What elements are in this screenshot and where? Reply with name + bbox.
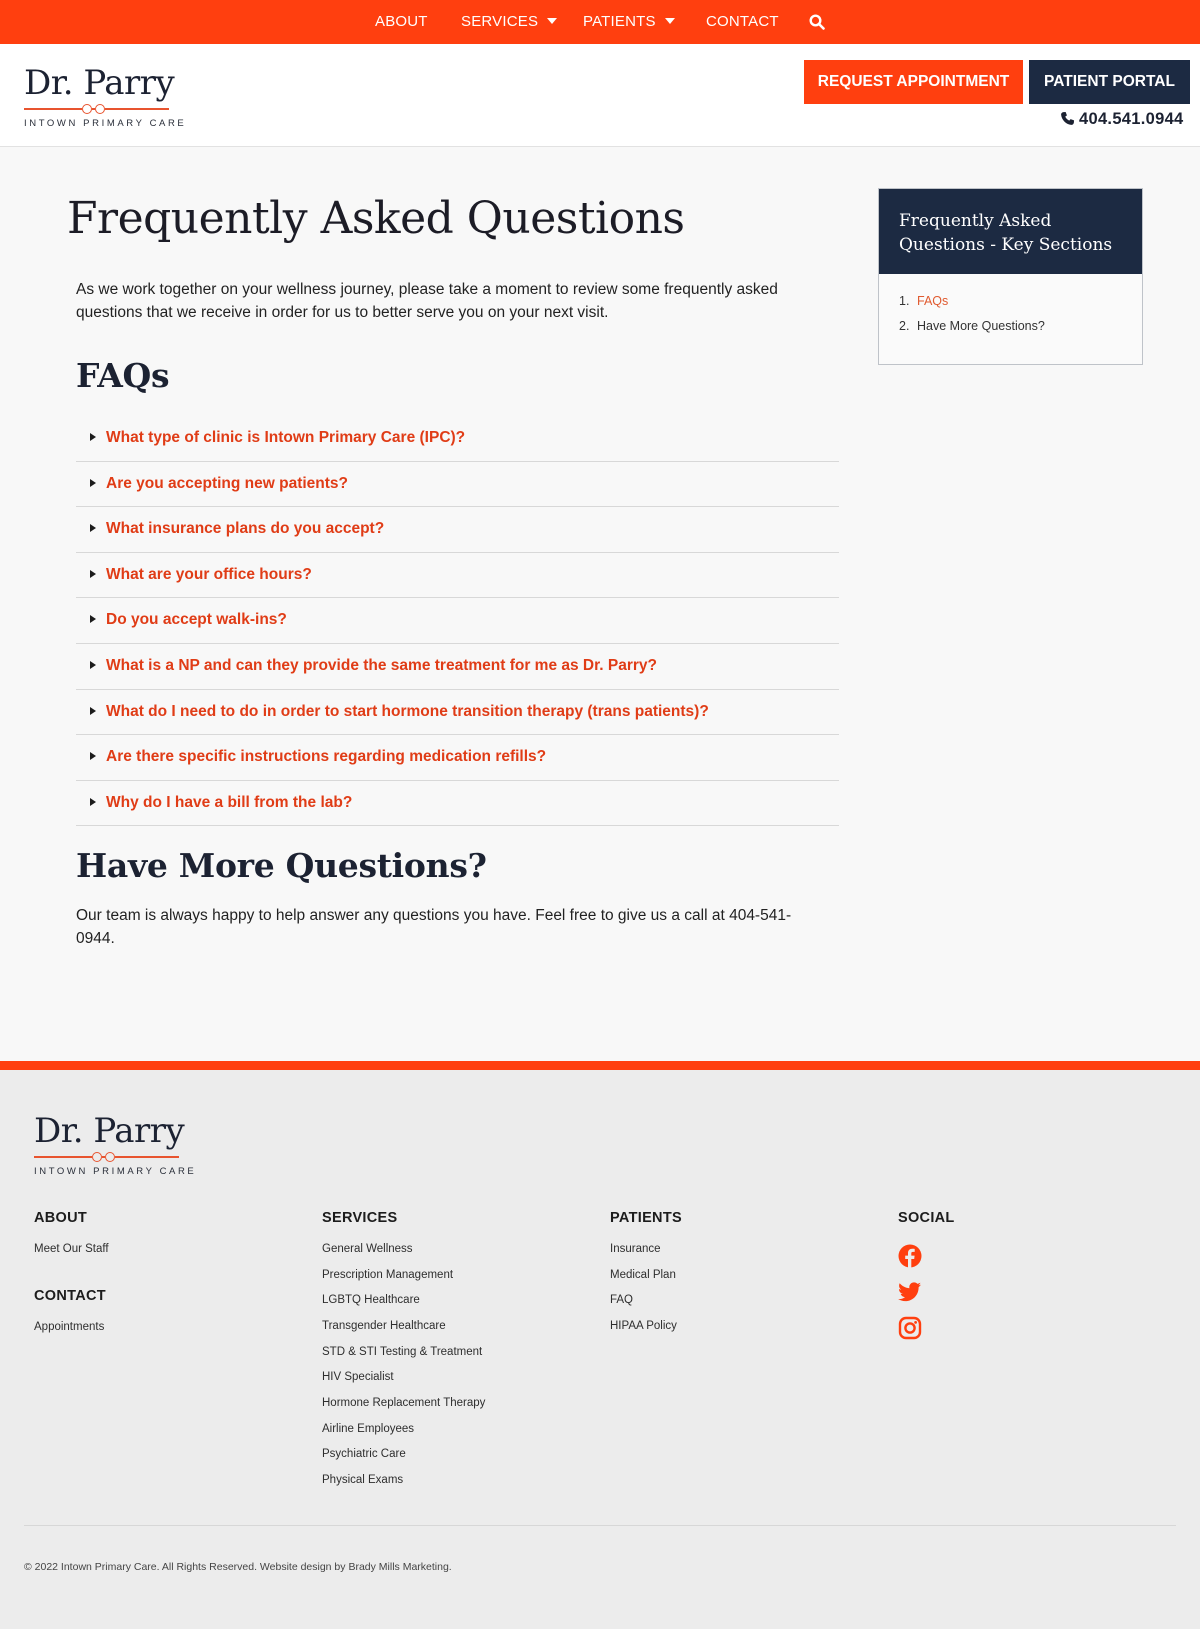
toc-item-number: 2. — [899, 319, 910, 333]
instagram-icon[interactable] — [898, 1316, 922, 1340]
caret-right-icon — [90, 752, 96, 760]
toc-item-faqs — [899, 294, 1142, 319]
chevron-down-icon — [665, 18, 675, 24]
faq-question: What is a NP and can they provide the same treatment for me as Dr. Parry? — [106, 656, 658, 674]
facebook-icon[interactable] — [898, 1244, 922, 1268]
footer-services-title: SERVICES — [322, 1210, 398, 1226]
more-questions-text: Our team is always happy to help answer any questions you have. Feel free to give us a call at 404-541-0944. — [76, 907, 792, 947]
logo-name: Dr. Parry — [24, 63, 175, 103]
caret-right-icon — [90, 479, 96, 487]
site-header — [0, 44, 1200, 147]
faq-question: Are you accepting new patients? — [106, 474, 349, 492]
caret-right-icon — [90, 524, 96, 532]
footer-link-meet-our-staff[interactable]: Meet Our Staff — [34, 1243, 109, 1255]
patient-portal-button[interactable]: PATIENT PORTAL — [1029, 60, 1190, 104]
footer-link-faq[interactable]: FAQ — [610, 1294, 634, 1306]
chevron-down-icon — [547, 18, 557, 24]
footer-link-service[interactable]: Prescription Management — [322, 1269, 454, 1281]
faq-item[interactable] — [76, 644, 839, 690]
faq-question: Do you accept walk-ins? — [106, 611, 287, 629]
nav-contact-label: CONTACT — [706, 13, 779, 30]
faq-question: Are there specific instructions regarding medication refills? — [106, 748, 547, 766]
request-appointment-button[interactable]: REQUEST APPOINTMENT — [804, 60, 1023, 104]
faq-question: What do I need to do in order to start hormone transition therapy (trans patients)? — [106, 702, 709, 720]
faq-item[interactable] — [76, 462, 839, 508]
phone-number: 404.541.0944 — [1079, 110, 1184, 128]
caret-right-icon — [90, 433, 96, 441]
logo-tagline: INTOWN PRIMARY CARE — [24, 118, 187, 129]
footer-patients-title: PATIENTS — [610, 1210, 682, 1226]
footer-link-service[interactable]: Airline Employees — [322, 1423, 415, 1435]
logo-glasses-icon — [34, 1152, 179, 1162]
nav-about-label: ABOUT — [375, 13, 428, 30]
footer-link-service[interactable]: Psychiatric Care — [322, 1448, 406, 1460]
faq-item[interactable] — [76, 598, 839, 644]
toc-title: Frequently Asked Questions - Key Sections — [879, 189, 1142, 274]
caret-right-icon — [90, 570, 96, 578]
footer-link-appointments[interactable]: Appointments — [34, 1321, 105, 1333]
nav-services-label: SERVICES — [461, 13, 539, 30]
footer-link-medical-plan[interactable]: Medical Plan — [610, 1269, 676, 1281]
faq-item[interactable] — [76, 507, 839, 553]
caret-right-icon — [90, 615, 96, 623]
faq-question: What are your office hours? — [106, 565, 312, 583]
faq-item[interactable] — [76, 553, 839, 599]
footer-accent-stripe — [0, 1061, 1200, 1070]
search-icon[interactable] — [809, 14, 825, 30]
logo-glasses-icon — [24, 104, 169, 114]
caret-right-icon — [90, 798, 96, 806]
toc-box — [878, 188, 1143, 365]
faq-item[interactable] — [76, 690, 839, 736]
footer-link-insurance[interactable]: Insurance — [610, 1243, 661, 1255]
top-nav — [0, 0, 1200, 44]
footer-link-hipaa-policy[interactable]: HIPAA Policy — [610, 1320, 677, 1332]
phone-link[interactable] — [1060, 110, 1184, 129]
footer-about-title: ABOUT — [34, 1210, 88, 1226]
toc-link-faqs[interactable]: FAQs — [917, 294, 949, 308]
toc-item-number: 1. — [899, 294, 910, 308]
faq-question: What type of clinic is Intown Primary Care (IPC)? — [106, 429, 466, 446]
footer-social-title: SOCIAL — [898, 1210, 955, 1226]
faq-accordion — [76, 416, 839, 826]
more-questions-heading: Have More Questions? — [76, 846, 487, 885]
faq-question: Why do I have a bill from the lab? — [106, 793, 353, 811]
footer-divider — [24, 1525, 1176, 1526]
footer-link-service[interactable]: HIV Specialist — [322, 1371, 394, 1383]
nav-about[interactable] — [375, 0, 428, 44]
copyright-text: © 2022 Intown Primary Care. All Rights Reserved. Website design by Brady Mills Marketing. — [24, 1561, 452, 1573]
footer-link-service[interactable]: Transgender Healthcare — [322, 1320, 446, 1332]
footer-logo[interactable] — [34, 1111, 197, 1177]
faq-item[interactable] — [76, 781, 839, 827]
faq-item[interactable] — [76, 735, 839, 781]
phone-icon — [1060, 111, 1075, 126]
caret-right-icon — [90, 707, 96, 715]
nav-services[interactable] — [461, 0, 557, 44]
faqs-heading: FAQs — [76, 356, 170, 395]
logo-name: Dr. Parry — [34, 1111, 185, 1151]
nav-patients[interactable] — [583, 0, 675, 44]
footer-link-service[interactable]: Physical Exams — [322, 1474, 404, 1486]
toc-list — [879, 274, 1142, 344]
footer-contact-title: CONTACT — [34, 1288, 106, 1304]
faq-question: What insurance plans do you accept? — [106, 520, 385, 538]
footer-link-service[interactable]: Hormone Replacement Therapy — [322, 1397, 486, 1409]
intro-text: As we work together on your wellness journey, please take a moment to review some frequently asked questions that we receive in order for us to better serve you on your next visit. — [76, 281, 778, 321]
toc-item-more-questions — [899, 319, 1142, 344]
nav-patients-label: PATIENTS — [583, 13, 656, 30]
site-logo[interactable] — [24, 63, 187, 129]
logo-tagline: INTOWN PRIMARY CARE — [34, 1166, 197, 1177]
page-title: Frequently Asked Questions — [67, 193, 685, 244]
faq-item[interactable] — [76, 416, 839, 462]
footer-link-service[interactable]: LGBTQ Healthcare — [322, 1294, 420, 1306]
site-footer — [0, 1070, 1200, 1629]
twitter-icon[interactable] — [898, 1280, 922, 1304]
nav-contact[interactable] — [706, 0, 779, 44]
footer-link-service[interactable]: General Wellness — [322, 1243, 413, 1255]
caret-right-icon — [90, 661, 96, 669]
toc-link-more-questions[interactable]: Have More Questions? — [917, 319, 1045, 333]
footer-link-service[interactable]: STD & STI Testing & Treatment — [322, 1346, 483, 1358]
